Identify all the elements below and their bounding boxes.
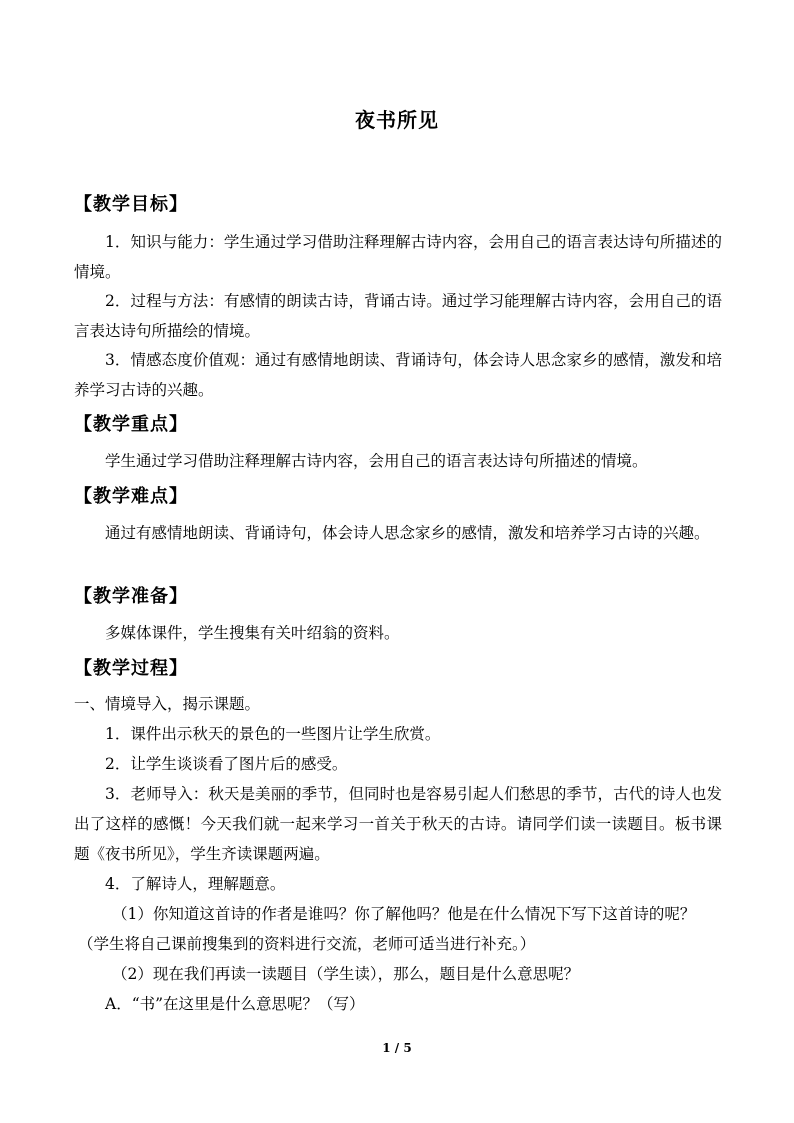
objective-item-3: 3．情感态度价值观：通过有感情地朗读、背诵诗句，体会诗人思念家乡的感情，激发和培养学习古诗的兴趣。 — [74, 351, 722, 399]
objective-item-2: 2．过程与方法：有感情的朗读古诗，背诵古诗。通过学习能理解古诗内容，会用自己的语言表达诗句所描绘的情境。 — [74, 292, 722, 340]
question-1: （1）你知道这首诗的作者是谁吗？你了解他吗？他是在什么情况下写下这首诗的呢？ — [112, 905, 696, 923]
question-2a: A．“书”在这里是什么意思呢？（写） — [105, 995, 365, 1013]
process-item-1: 1．课件出示秋天的景色的一些图片让学生欣赏。 — [105, 725, 441, 743]
question-1-note: （学生将自己课前搜集到的资料进行交流，老师可适当进行补充。） — [78, 935, 536, 953]
process-item-4: 4．了解诗人，理解题意。 — [105, 875, 286, 893]
key-points-text: 学生通过学习借助注释理解古诗内容，会用自己的语言表达诗句所描述的情境。 — [105, 452, 648, 470]
process-item-2: 2．让学生谈谈看了图片后的感受。 — [105, 755, 348, 773]
process-item-3: 3．老师导入：秋天是美丽的季节，但同时也是容易引起人们愁思的季节，古代的诗人也发出了这样的感慨！今天我们就一起来学习一首关于秋天的古诗。请同学们读一读题目。板书课题《夜书所见》，学生齐读课题两遍。 — [74, 785, 722, 863]
heading-key-points: 【教学重点】 — [74, 414, 188, 435]
difficulties-text: 通过有感情地朗读、背诵诗句，体会诗人思念家乡的感情，激发和培养学习古诗的兴趣。 — [105, 524, 710, 542]
document-title: 夜书所见 — [355, 108, 439, 132]
objective-item-1: 1．知识与能力：学生通过学习借助注释理解古诗内容，会用自己的语言表达诗句所描述的情境。 — [74, 233, 722, 281]
heading-preparation: 【教学准备】 — [74, 586, 188, 607]
heading-objectives: 【教学目标】 — [74, 194, 188, 215]
heading-difficulties: 【教学难点】 — [74, 486, 188, 507]
page-number: 1 / 5 — [382, 1041, 412, 1055]
preparation-text: 多媒体课件，学生搜集有关叶绍翁的资料。 — [105, 624, 400, 642]
process-step-1-title: 一、情境导入，揭示课题。 — [74, 695, 261, 713]
question-2: （2）现在我们再读一读题目（学生读），那么，题目是什么意思呢？ — [112, 965, 580, 983]
heading-process: 【教学过程】 — [74, 658, 188, 679]
